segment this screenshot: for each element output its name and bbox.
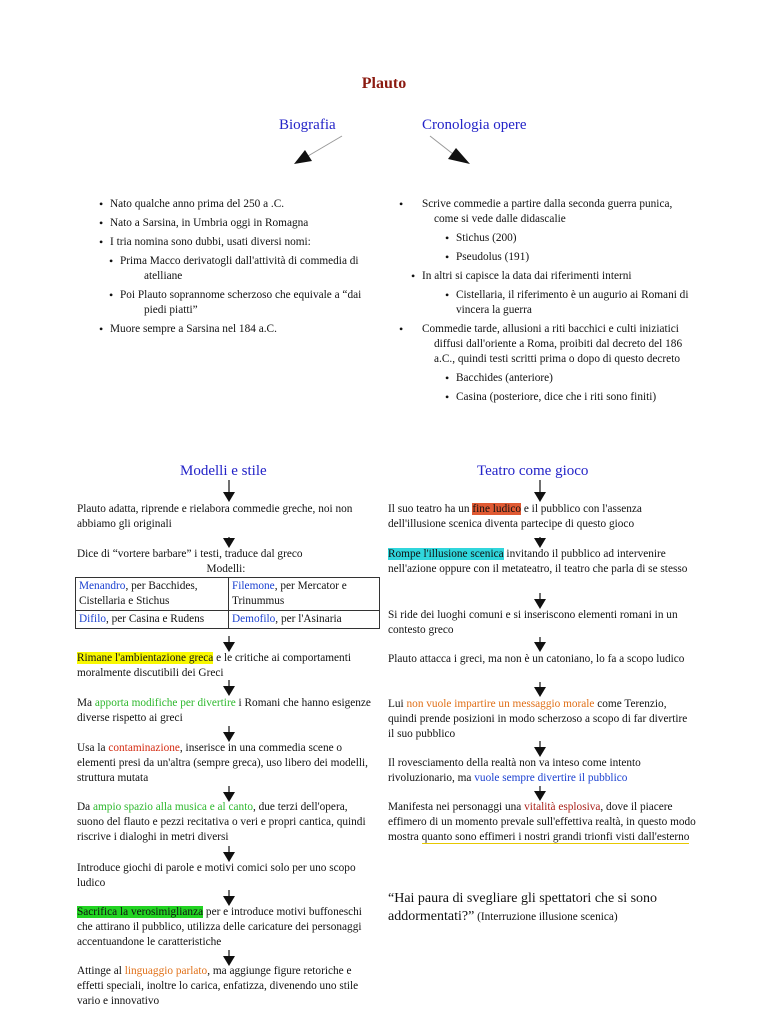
list-item: • Nato a Sarsina, in Umbria oggi in Romagna <box>110 216 380 231</box>
down-arrow <box>223 846 235 862</box>
list-item: • In altri si capisce la data dai riferimenti interni <box>422 269 694 284</box>
down-arrow <box>223 636 235 652</box>
heading-biografia: Biografia <box>279 117 336 133</box>
down-arrow <box>223 480 235 502</box>
down-arrow <box>223 726 235 742</box>
down-arrow <box>534 786 546 801</box>
modelli-p3: Rimane l'ambientazione greca e le critiche ai comportamenti moralmente discutibili dei Greci <box>77 652 351 679</box>
modelli-p1: Plauto adatta, riprende e rielabora commedie greche, noi non abbiamo gli originali <box>77 503 353 530</box>
modelli-p9: Attinge al linguaggio parlato, ma aggiunge figure retoriche e effetti speciali, inoltre lo carica, enfatizza, divenendo uno stile vario e innovativo <box>77 965 359 1007</box>
list-item: • Muore sempre a Sarsina nel 184 a.C. <box>110 322 380 337</box>
down-arrow <box>223 890 235 906</box>
list-item: • Scrive commedie a partire dalla seconda guerra punica, come si vede dalle didascalie <box>422 197 694 227</box>
list-item: • Stichus (200) <box>456 231 694 246</box>
down-arrow <box>534 637 546 652</box>
down-arrow <box>534 593 546 609</box>
teatro-p5: Lui non vuole impartire un messaggio morale come Terenzio, quindi prende posizioni in modo scherzoso a scopo di far divertire il suo pubblico <box>388 698 688 740</box>
modelli-p6: Da ampio spazio alla musica e al canto, due terzi dell'opera, suono del flauto e pezzi recitativa o veri e propri cantica, quindi riscrive i dialoghi in metri diversi <box>77 801 366 843</box>
down-arrow <box>534 741 546 757</box>
list-item: • Cistellaria, il riferimento è un augurio ai Romani di vincera la guerra <box>456 288 694 318</box>
modelli-table-caption: Modelli: <box>206 563 246 575</box>
list-item: • Nato qualche anno prima del 250 a .C. <box>110 197 380 212</box>
teatro-p3: Si ride dei luoghi comuni e si inseriscono elementi romani in un contesto greco <box>388 609 678 636</box>
modelli-p7: Introduce giochi di parole e motivi comici solo per uno scopo ludico <box>77 862 356 889</box>
table-row <box>76 578 380 611</box>
list-item: • Commedie tarde, allusioni a riti bacchici e culti iniziatici diffusi dall'oriente a Roma, proibiti dal decreto del 186 a.C., quindi testi scritti prima o dopo di questo decreto <box>422 322 694 367</box>
table-cell: Filemone, per Mercator e Trinummus <box>229 578 380 611</box>
teatro-p6: Il rovesciamento della realtà non va inteso come intento rivoluzionario, ma vuole sempre divertire il pubblico <box>388 757 641 784</box>
list-item: • Pseudolus (191) <box>456 250 694 265</box>
list-item: • Poi Plauto soprannome scherzoso che equivale a “dai piedi piatti” <box>120 288 378 318</box>
modelli-p4: Ma apporta modifiche per divertire i Romani che hanno esigenze diverse rispetto ai greci <box>77 697 371 724</box>
table-row <box>76 611 380 629</box>
table-cell: Difilo, per Casina e Rudens <box>76 611 229 629</box>
table-cell: Menandro, per Bacchides, Cistellaria e Stichus <box>76 578 229 611</box>
teatro-p1: Il suo teatro ha un fine ludico e il pubblico con l'assenza dell'illusione scenica diventa partecipe di questo gioco <box>388 503 642 530</box>
list-item: • Prima Macco derivatogli dall'attività di commedia di atelliane <box>120 254 378 284</box>
teatro-p7: Manifesta nei personaggi una vitalità esplosiva, dove il piacere effimero di un momento prevale sull'effettiva realtà, in questo modo mostra quanto sono effimeri i nostri grandi trionfi visti dall'esterno <box>388 801 696 843</box>
teatro-p4: Plauto attacca i greci, ma non è un catoniano, lo fa a scopo ludico <box>388 653 685 665</box>
table-cell: Demofilo, per l'Asinaria <box>229 611 380 629</box>
down-arrow <box>223 680 235 696</box>
modelli-p5: Usa la contaminazione, inserisce in una commedia scene o elementi presi da un'altra (sempre greca), uso libero dei modelli, struttura mutata <box>77 742 368 784</box>
teatro-quote: “Hai paura di svegliare gli spettatori che si sono addormentati?” (Interruzione illusione scenica) <box>388 891 658 924</box>
modelli-p2: Dice di “vortere barbare” i testi, traduce dal greco <box>77 548 303 560</box>
heading-teatro: Teatro come gioco <box>477 463 589 479</box>
teatro-p2: Rompe l'illusione scenica invitando il pubblico ad intervenire nell'azione oppure con il metateatro, il teatro che parla di se stesso <box>388 548 688 575</box>
heading-modelli: Modelli e stile <box>180 463 267 479</box>
modelli-p8: Sacrifica la verosimiglianza per e introduce motivi buffoneschi che attirano il pubblico, utilizza delle caricature dei personaggi accentuandone le caratteristiche <box>77 906 362 948</box>
page-title: Plauto <box>361 75 407 92</box>
list-item: • I tria nomina sono dubbi, usati diversi nomi: <box>110 235 380 250</box>
down-arrow <box>534 480 546 502</box>
heading-cronologia: Cronologia opere <box>422 117 527 133</box>
down-arrow <box>534 682 546 697</box>
list-item: • Bacchides (anteriore) <box>456 371 694 386</box>
list-item: • Casina (posteriore, dice che i riti sono finiti) <box>456 390 694 405</box>
modelli-table <box>75 577 380 629</box>
